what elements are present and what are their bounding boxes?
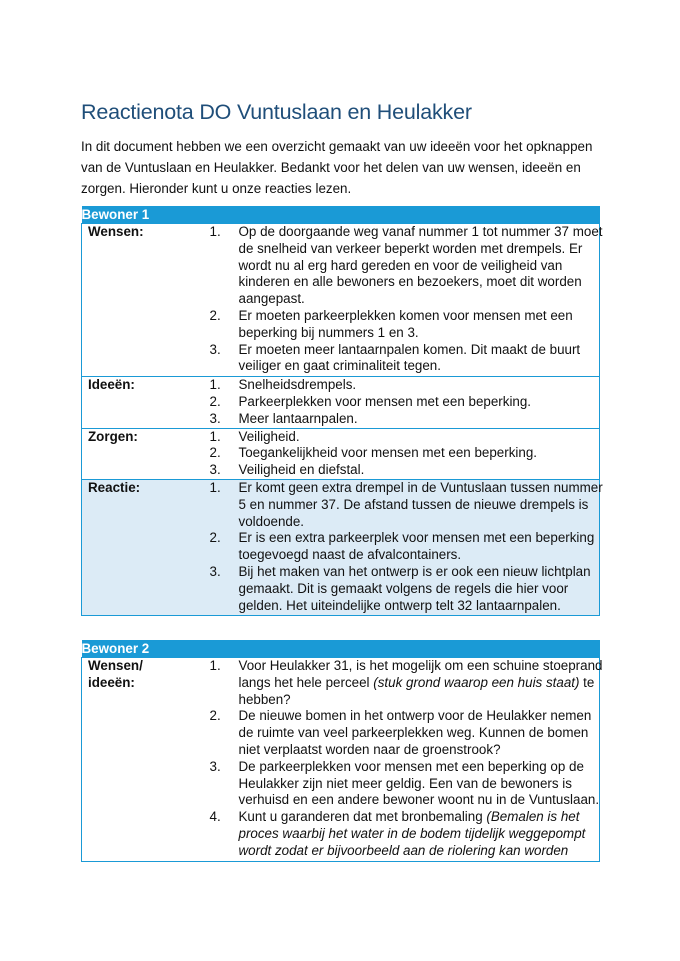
list-item <box>210 377 574 394</box>
list-text-italic: wordt zodat er bijvoorbeeld aan de riolering kan worden <box>238 842 569 858</box>
list-number: 3. <box>209 341 221 357</box>
row-label: Reactie: <box>82 479 210 615</box>
list-text: Toegankelijkheid voor mensen met een beperking. <box>238 445 537 461</box>
list-text: Kunt u garanderen dat met bronbemaling <box>238 809 483 825</box>
list-number: 2. <box>209 393 221 409</box>
list-text: wordt nu al erg hard gereden en voor de veiligheid van <box>238 257 563 273</box>
row-label-line: Wensen/ <box>88 658 143 673</box>
list-text: aangepast. <box>238 291 305 307</box>
list-item <box>209 758 600 809</box>
list-text: hebben? <box>238 691 291 707</box>
list-number: 2. <box>209 445 221 461</box>
row-content <box>209 479 603 615</box>
list-item <box>209 809 586 859</box>
list-text: Er moeten parkeerplekken komen voor mensen met een <box>238 307 573 323</box>
list-item <box>210 411 574 428</box>
list-text: Parkeerplekken voor mensen met een beperking. <box>238 393 532 409</box>
list-number: 2. <box>209 530 221 546</box>
intro-line: In dit document hebben we een overzicht gemaakt van uw ideeën voor het opknappen <box>81 139 593 154</box>
list-text: De nieuwe bomen in het ontwerp voor de Heulakker nemen <box>238 708 592 724</box>
list-text: de ruimte van veel parkeerplekken weg. Kunnen de bomen <box>238 725 589 741</box>
list-item <box>209 563 591 614</box>
list-text: beperking bij nummers 1 en 3. <box>238 324 419 340</box>
list-item <box>210 308 574 342</box>
table-header-label: Bewoner 1 <box>82 206 600 224</box>
list-text-italic: proces waarbij het water in de bodem tijdelijk weggepompt <box>238 825 586 841</box>
list-text: de snelheid van verkeer beperkt worden met drempels. Er <box>238 240 583 256</box>
list-text: niet verplaatst worden naar de groenstrook? <box>238 741 501 757</box>
list-text: gelden. Het uiteindelijke ontwerp telt 32 lantaarnpalen. <box>238 597 561 613</box>
list-number: 3. <box>209 410 221 426</box>
list-item <box>210 445 574 462</box>
list-text: Heulakker zijn niet meer geldig. Een van de bewoners is <box>238 775 572 791</box>
list-number: 1. <box>209 479 221 495</box>
list-text: Meer lantaarnpalen. <box>238 410 358 426</box>
list-text: Er moeten meer lantaarnpalen komen. Dit maakt de buurt <box>238 341 581 357</box>
list-text: veiliger en gaat criminaliteit tegen. <box>238 358 441 374</box>
list-text: Veiligheid. <box>238 428 300 444</box>
list-number: 3. <box>209 563 221 579</box>
list-item <box>209 224 603 308</box>
list-text: Veiligheid en diefstal. <box>238 462 365 478</box>
list-item <box>209 530 595 564</box>
list-text-italic: (Bemalen is het <box>486 809 580 825</box>
list-number: 4. <box>209 809 221 825</box>
list-text-italic: (stuk grond waarop een huis staat) <box>373 674 580 690</box>
list-number: 1. <box>209 224 221 239</box>
list-text: Voor Heulakker 31, is het mogelijk om een schuine stoeprand <box>238 658 603 673</box>
list-number: 2. <box>209 307 221 323</box>
list-text: Bij het maken van het ontwerp is er ook een nieuw lichtplan <box>238 563 591 579</box>
table-header <box>82 206 600 224</box>
table-row <box>82 377 600 428</box>
row-content <box>210 428 600 479</box>
list-item <box>210 394 574 411</box>
list-text: Op de doorgaande weg vanaf nummer 1 tot nummer 37 moet <box>238 224 603 239</box>
table-row <box>82 428 600 479</box>
list-item <box>209 658 603 708</box>
list-text: te <box>579 674 595 690</box>
row-content <box>210 377 600 428</box>
row-label: Ideeën: <box>82 377 210 428</box>
list-text: Er komt geen extra drempel in de Vuntuslaan tussen nummer <box>238 479 603 495</box>
list-item <box>209 341 581 376</box>
row-content <box>209 658 603 862</box>
list-text: voldoende. <box>238 513 305 529</box>
list-text: verhuisd en een andere bewoner woont nu in de Vuntuslaan. <box>238 792 600 808</box>
table-row-reaction <box>82 479 600 615</box>
list-number: 1. <box>209 377 221 393</box>
list-text: langs het hele perceel <box>238 674 370 690</box>
list-item <box>209 479 603 530</box>
list-text-line <box>238 674 595 692</box>
list-number: 2. <box>209 708 221 724</box>
list-item <box>209 708 592 758</box>
table-header-label: Bewoner 2 <box>82 640 600 658</box>
list-text: De parkeerplekken voor mensen met een beperking op de <box>238 758 584 774</box>
list-item <box>210 429 574 446</box>
row-label: Zorgen: <box>82 428 210 479</box>
list-number: 3. <box>209 758 221 774</box>
intro-paragraph <box>81 136 601 199</box>
table-header <box>82 640 600 658</box>
list-text: gemaakt. Dit is gemaakt volgens de regels die hier voor <box>238 580 569 596</box>
list-text-line <box>238 809 580 826</box>
row-content <box>209 224 603 377</box>
intro-line: van de Vuntuslaan en Heulakker. Bedankt voor het delen van uw wensen, ideeën en <box>81 160 581 175</box>
table-row <box>82 224 600 377</box>
table-row <box>82 658 600 862</box>
list-text: Er is een extra parkeerplek voor mensen met een beperking <box>238 530 595 546</box>
row-label-line: ideeën: <box>88 674 135 690</box>
row-label: Wensen: <box>82 224 210 377</box>
list-text: toegevoegd naast de afvalcontainers. <box>238 547 462 563</box>
intro-line: zorgen. Hieronder kunt u onze reacties lezen. <box>81 181 352 196</box>
table-bewoner-1 <box>81 206 603 616</box>
list-number: 1. <box>209 428 221 444</box>
table-bewoner-2 <box>81 640 603 862</box>
list-text: kinderen en alle bewoners en bezoekers, moet dit worden <box>238 274 582 290</box>
list-text: 5 en nummer 37. De afstand tussen de nieuwe drempels is <box>238 496 589 512</box>
list-item <box>210 462 574 479</box>
document-title: Reactienota DO Vuntuslaan en Heulakker <box>81 100 472 124</box>
list-number: 3. <box>209 462 221 478</box>
list-number: 1. <box>209 658 221 673</box>
list-text: Snelheidsdrempels. <box>238 377 357 393</box>
